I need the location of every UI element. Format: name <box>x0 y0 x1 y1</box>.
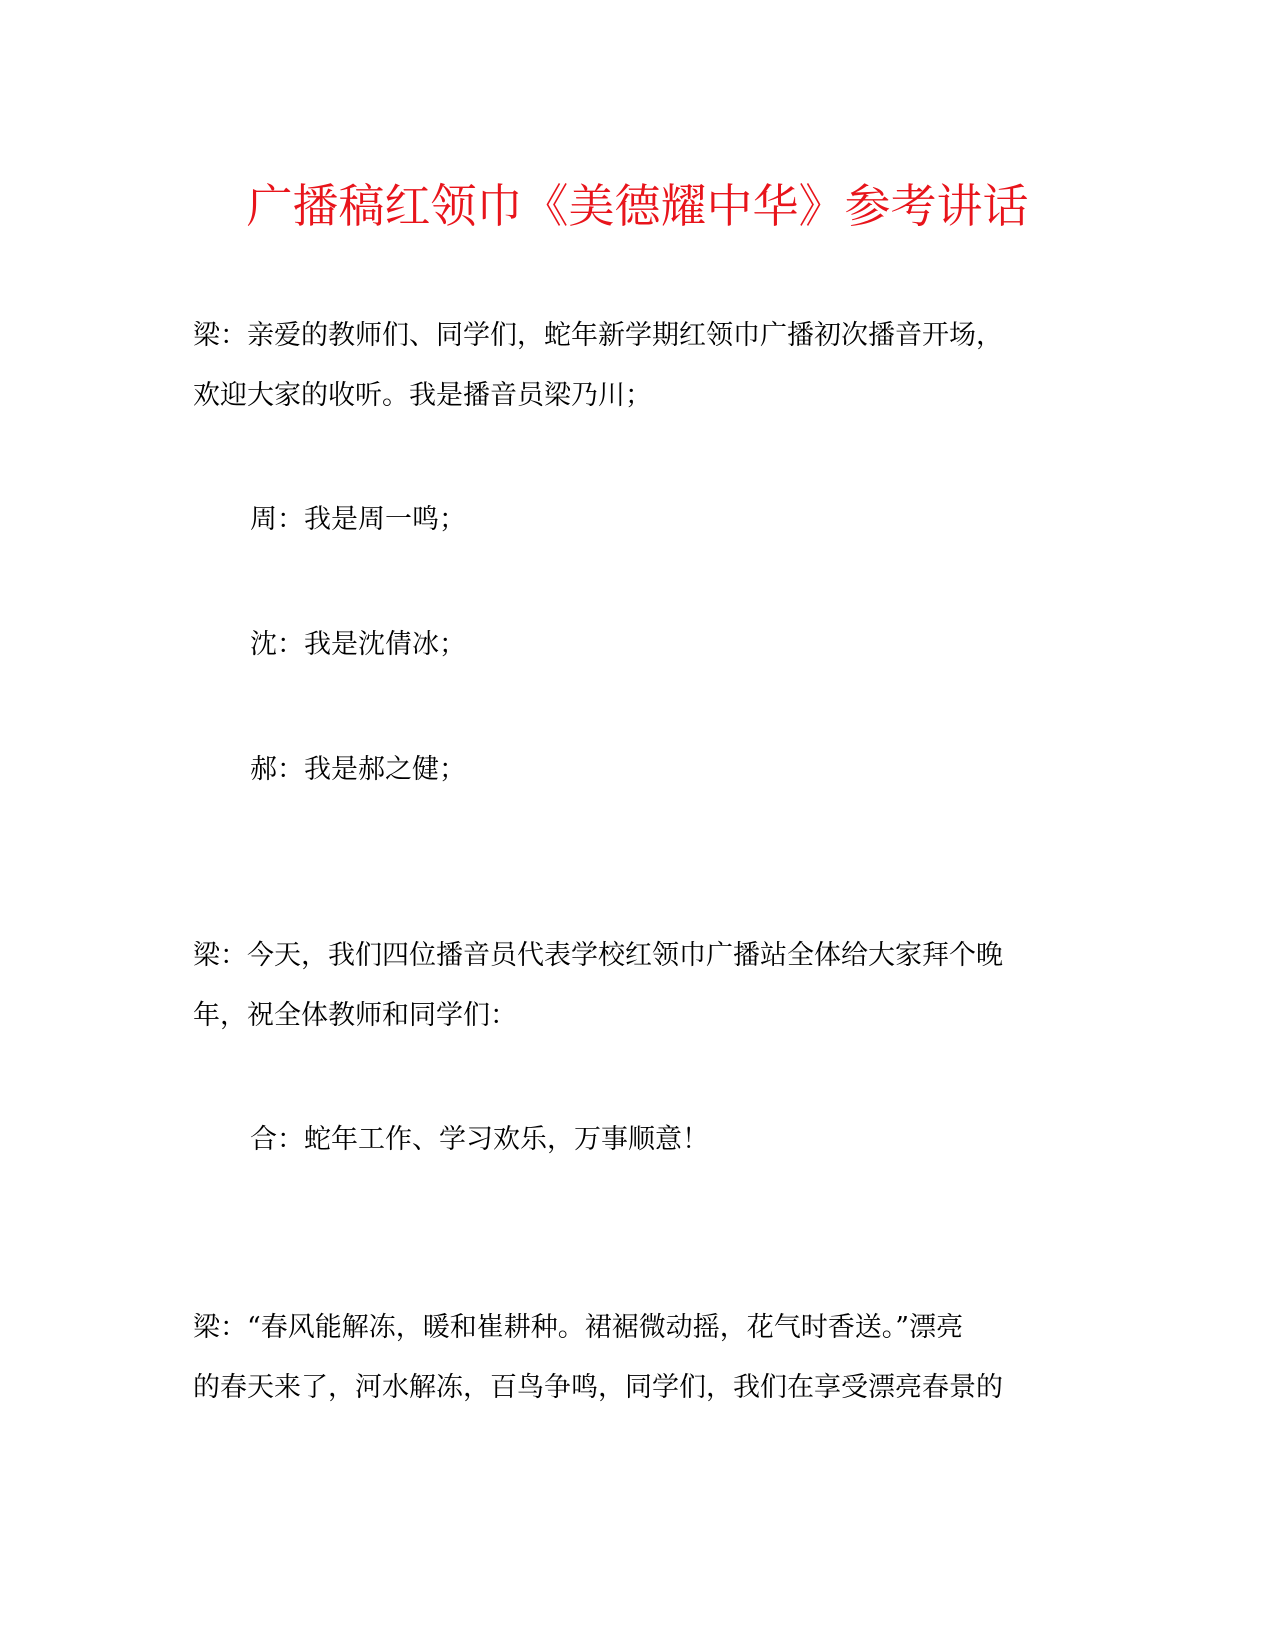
paragraph-line: 周：我是周一鸣； <box>250 504 466 535</box>
paragraph-line: 郝：我是郝之健； <box>250 754 466 785</box>
paragraph-line: 梁：今天，我们四位播音员代表学校红领巾广播站全体给大家拜个晚 <box>193 940 1003 971</box>
paragraph-line: 梁：亲爱的教师们、同学们，蛇年新学期红领巾广播初次播音开场， <box>193 320 1003 351</box>
document-title: 广播稿红领巾《美德耀中华》参考讲话 <box>246 179 1029 233</box>
paragraph-together <box>250 1110 709 1170</box>
paragraph-zhou <box>250 490 466 550</box>
paragraph-shen <box>250 615 466 675</box>
paragraph-line: 沈：我是沈倩冰； <box>250 629 466 660</box>
paragraph-opening-liang <box>193 306 1003 426</box>
paragraph-line: 合：蛇年工作、学习欢乐，万事顺意！ <box>250 1124 709 1155</box>
paragraph-line: 梁：“春风能解冻，暖和崔耕种。裙裾微动摇，花气时香送。”漂亮 <box>193 1312 964 1343</box>
paragraph-hao <box>250 740 466 800</box>
paragraph-line: 的春天来了，河水解冻，百鸟争鸣，同学们，我们在享受漂亮春景的 <box>193 1372 1003 1403</box>
paragraph-liang-greeting <box>193 926 1003 1046</box>
paragraph-liang-spring <box>193 1298 1003 1418</box>
paragraph-line: 年，祝全体教师和同学们： <box>193 1000 517 1031</box>
paragraph-line: 欢迎大家的收听。我是播音员梁乃川； <box>193 380 652 411</box>
